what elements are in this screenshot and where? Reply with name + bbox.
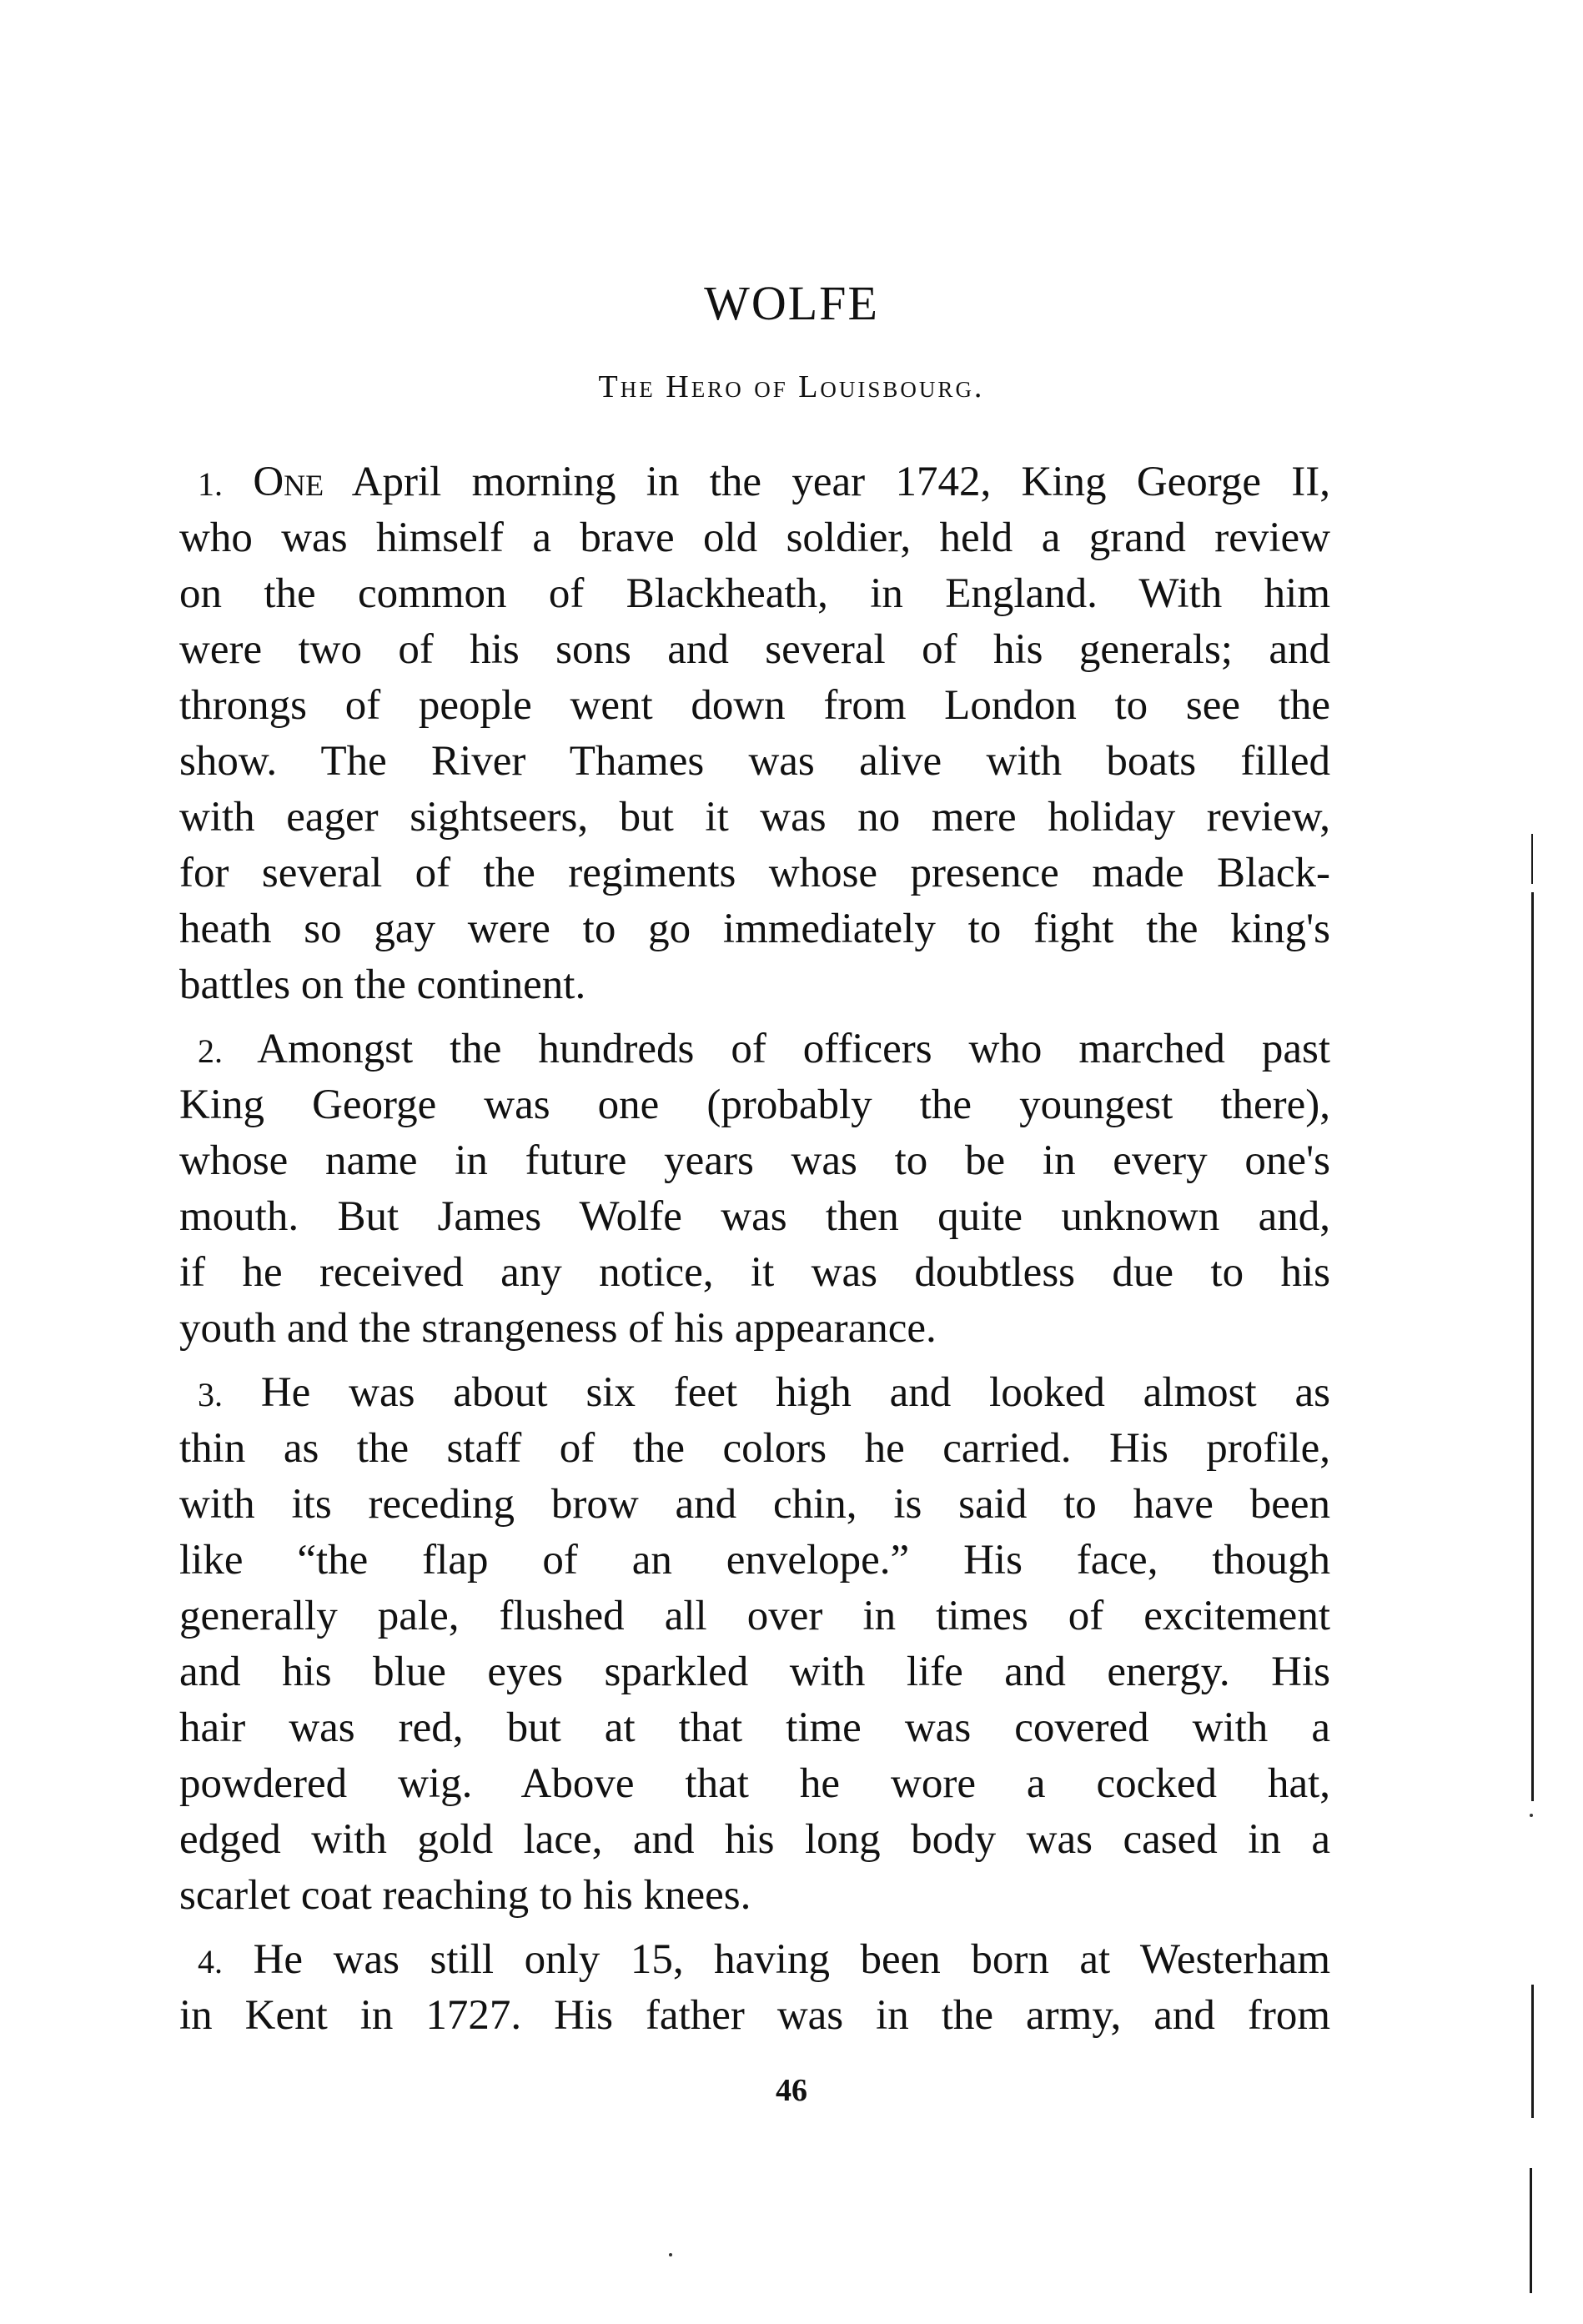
text-line: throngs of people went down from London to see the: [179, 682, 1330, 729]
text-line: edged with gold lace, and his long body was cased in a: [179, 1816, 1330, 1863]
text-line: show. The River Thames was alive with boats filled: [179, 738, 1330, 785]
text-line: [179, 1021, 1330, 1077]
text-line: thin as the staff of the colors he carried. His profile,: [179, 1425, 1330, 1472]
text-line: mouth. But James Wolfe was then quite unknown and,: [179, 1193, 1330, 1240]
scan-edge-mark: [1531, 1985, 1534, 2118]
chapter-subtitle: The Hero of Louisbourg.: [598, 369, 985, 404]
line-text: He was about six feet high and looked almost as: [260, 1369, 1330, 1416]
text-line: were two of his sons and several of his generals; and: [179, 626, 1330, 673]
paragraph-number: 3.: [198, 1376, 223, 1413]
text-line: with its receding brow and chin, is said to have been: [179, 1481, 1330, 1528]
scan-edge-mark: [1530, 2168, 1532, 2293]
paragraph-number: 4.: [198, 1943, 223, 1980]
text-line: whose name in future years was to be in every one's: [179, 1137, 1330, 1184]
page-number: 46: [776, 2073, 807, 2108]
text-line: powdered wig. Above that he wore a cocked hat,: [179, 1760, 1330, 1807]
scan-edge-mark: [1531, 834, 1533, 884]
text-line: youth and the strangeness of his appearance.: [179, 1305, 937, 1352]
text-line: like “the flap of an envelope.” His face, though: [179, 1537, 1330, 1584]
text-line: battles on the continent.: [179, 961, 586, 1008]
text-line: generally pale, flushed all over in times of excitement: [179, 1593, 1330, 1639]
chapter-title: WOLFE: [704, 276, 879, 330]
text-line: who was himself a brave old soldier, held a grand review: [179, 514, 1330, 561]
scan-speck: [1530, 1814, 1533, 1817]
line-text: He was still only 15, having been born at Westerham: [253, 1936, 1330, 1983]
line-text: Amongst the hundreds of officers who marched past: [257, 1026, 1330, 1072]
text-line: scarlet coat reaching to his knees.: [179, 1872, 751, 1919]
text-line: [179, 1365, 1330, 1420]
scan-edge-mark: [1531, 892, 1534, 1801]
scan-speck: [669, 2253, 672, 2256]
text-line: with eager sightseers, but it was no mere holiday review,: [179, 794, 1330, 841]
text-line: [179, 1932, 1330, 1987]
text-line: heath so gay were to go immediately to fight the king's: [179, 906, 1330, 952]
text-line: and his blue eyes sparkled with life and energy. His: [179, 1649, 1330, 1695]
text-line: if he received any notice, it was doubtless due to his: [179, 1249, 1330, 1296]
text-line: King George was one (probably the youngest there),: [179, 1082, 1330, 1128]
text-line: on the common of Blackheath, in England. With him: [179, 570, 1330, 617]
line-text: April morning in the year 1742, King George II,: [351, 459, 1330, 505]
text-line: [179, 454, 1330, 509]
text-line: hair was red, but at that time was covered with a: [179, 1704, 1330, 1751]
text-line: in Kent in 1727. His father was in the army, and from: [179, 1992, 1330, 2039]
paragraph-number: 2.: [198, 1032, 223, 1070]
paragraph-number: 1.: [198, 465, 223, 503]
lead-word: One: [253, 459, 324, 505]
text-line: for several of the regiments whose presence made Black-: [179, 850, 1330, 896]
